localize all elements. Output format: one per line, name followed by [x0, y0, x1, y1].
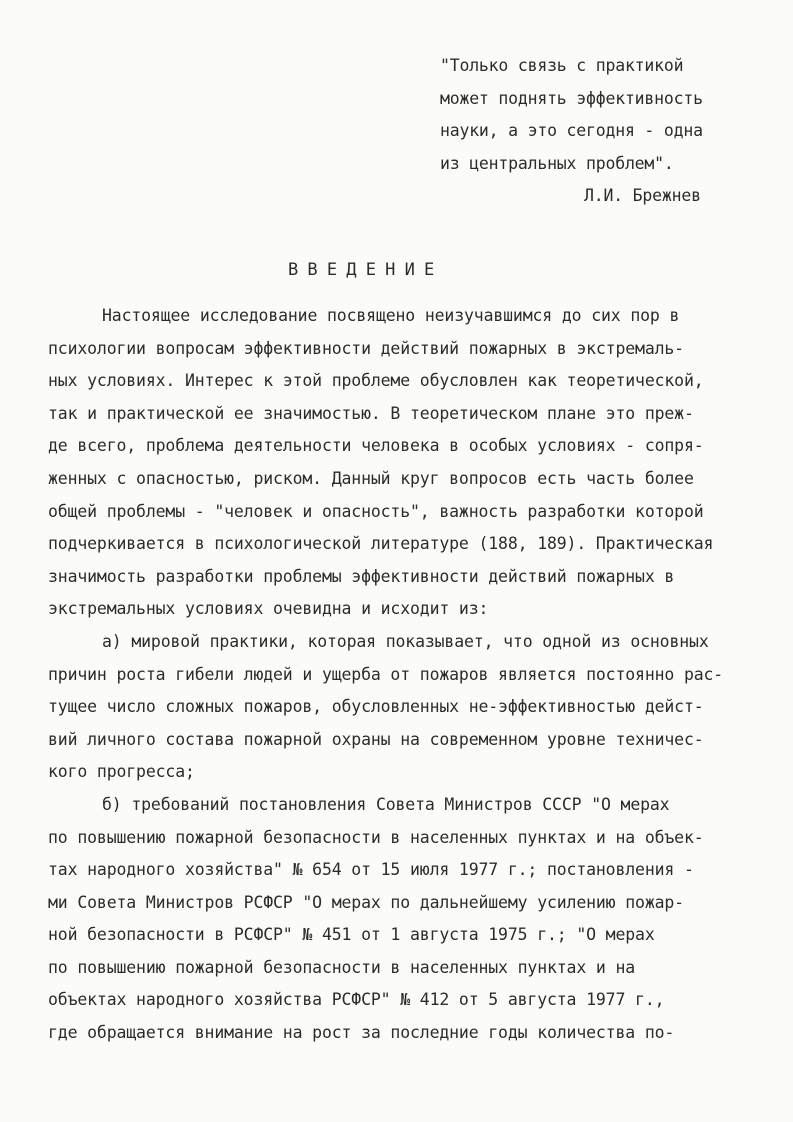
text-line: объектах народного хозяйства РСФСР" № 412 от 5 августа 1977 г., [48, 990, 665, 1010]
text-line: так и практической ее значимостью. В теоретическом плане это преж- [48, 403, 694, 423]
epigraph-line: науки, а это сегодня - одна [440, 121, 703, 140]
text-line: ной безопасности в РСФСР" № 451 от 1 августа 1975 г.; "О мерах [48, 925, 655, 945]
section-heading: ВВЕДЕНИЕ [288, 260, 444, 280]
text-line: б) требований постановления Совета Министров СССР "О мерах [102, 794, 670, 814]
text-line: где обращается внимание на рост за последние годы количества по- [48, 1023, 675, 1043]
text-line: значимость разработки проблемы эффективности действий пожарных в [48, 566, 675, 586]
text-line: по повышению пожарной безопасности в населенных пунктах и на объек- [48, 827, 704, 847]
text-line: ных условиях. Интерес к этой проблеме обусловлен как теоретической, [48, 371, 704, 391]
text-line: Настоящее исследование посвящено неизучавшимся до сих пор в [102, 306, 680, 325]
text-line: психологии вопросам эффективности действий пожарных в экстремаль- [48, 338, 684, 358]
text-line: де всего, проблема деятельности человека в особых условиях - сопря- [48, 436, 704, 456]
text-line: вий личного состава пожарной охраны на современном уровне техничес- [48, 729, 704, 749]
epigraph [440, 50, 770, 213]
text-line: тах народного хозяйства" № 654 от 15 июля 1977 г.; постановления - [48, 860, 694, 880]
text-line: экстремальных условиях очевидна и исходит из: [48, 599, 489, 619]
text-line: причин роста гибели людей и ущерба от пожаров является постоянно рас- [48, 664, 724, 684]
epigraph-line: из центральных проблем". [440, 153, 674, 173]
text-line: по повышению пожарной безопасности в населенных пунктах и на [48, 957, 636, 977]
text-line: ми Совета Министров РСФСР "О мерах по дальнейшему усилению пожар- [48, 892, 684, 912]
text-line: женных с опасностью, риском. Данный круг вопросов есть часть более [48, 468, 694, 488]
epigraph-line: "Только связь с практикой [440, 56, 684, 75]
text-line: подчеркивается в психологической литературе (188, 189). Практическая [48, 534, 714, 554]
epigraph-author: Л.И. Брежнев [584, 186, 701, 205]
text-line: кого прогресса; [48, 762, 195, 782]
text-line: общей проблемы - "человек и опасность", важность разработки которой [48, 501, 704, 521]
text-line: а) мировой практики, которая показывает, что одной из основных [102, 631, 709, 651]
body-text [48, 300, 778, 1050]
epigraph-line: может поднять эффективность [440, 88, 703, 108]
text-line: тущее число сложных пожаров, обусловленных не-эффективностью дейст- [48, 697, 704, 717]
